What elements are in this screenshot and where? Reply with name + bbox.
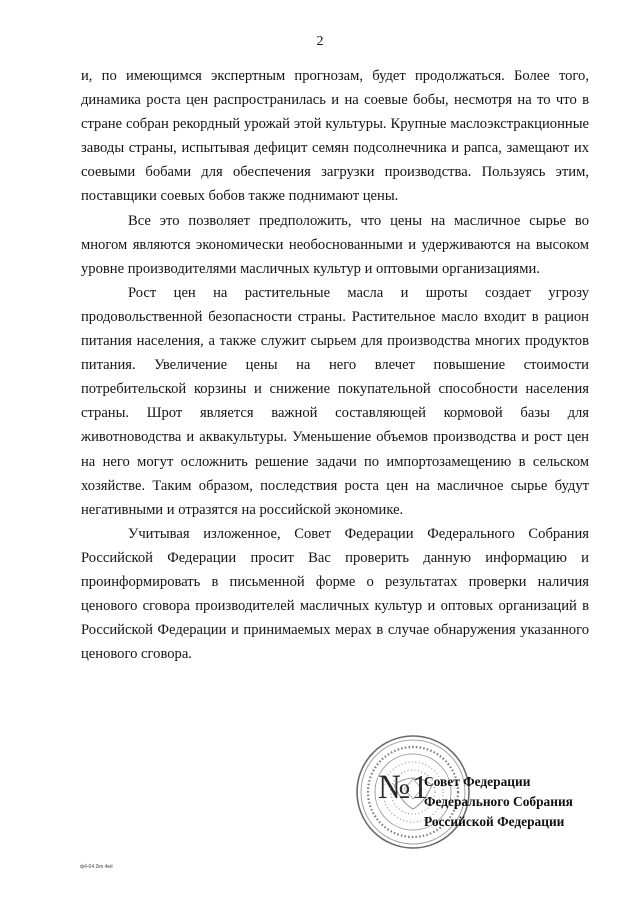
stamp-line-country: Российской Федерации — [424, 814, 565, 829]
page-number: 2 — [316, 34, 324, 49]
footer-document-code: ф4-04 2кп 4её — [80, 864, 113, 870]
paragraph-food-security: Рост цен на растительные масла и шроты создает угрозу продовольственной безопасности страны. Растительное масло входит в рацион питания населения, а также служит сырьем для производства многих продуктов питания. Увеличение цены на него влечет повышение стоимости потребительской корзины и снижение покупательной способности населения страны. Шрот является важной составляющей кормовой базы для животноводства и аквакультуры. Уменьшение объемов производства и рост цен на него могут осложнить решение задачи по импортозамещению в сельском хозяйстве. Таким образом, последствия роста цен на масличное сырье будут негативными и отразятся на российской экономике. — [81, 284, 589, 518]
stamp-line-assembly: Федерального Собрания — [424, 794, 573, 809]
paragraph-request: Учитывая изложенное, Совет Федерации Федерального Собрания Российской Федерации просит Вас проверить данную информацию и проинформировать в письменной форме о результатах проверки наличия ценового сговора производителей масличных культур и оптовых организаций в Российской Федерации и принимаемых мерах в случае обнаружения указанного ценового сговора. — [81, 525, 589, 663]
stamp-number: №1 — [378, 769, 430, 806]
paragraph-unjustified-prices: Все это позволяет предположить, что цены на масличное сырье во многом являются экономически необоснованными и удерживаются на высоком уровне производителями масличных культур и оптовыми организациями. — [81, 212, 589, 277]
letter-body — [81, 64, 589, 666]
stamp-line-council: Совет Федерации — [424, 774, 531, 789]
paragraph-price-dynamics: и, по имеющимся экспертным прогнозам, будет продолжаться. Более того, динамика роста цен распространилась и на соевые бобы, несмотря на то что в стране собран рекордный урожай этой культуры. Крупные маслоэкстракционные заводы страны, испытывая дефицит семян подсолнечника и рапса, замещают их соевыми бобами для обеспечения загрузки производства. Пользуясь этим, поставщики соевых бобов также поднимают цены. — [81, 68, 589, 205]
stamp-organization — [424, 772, 573, 832]
